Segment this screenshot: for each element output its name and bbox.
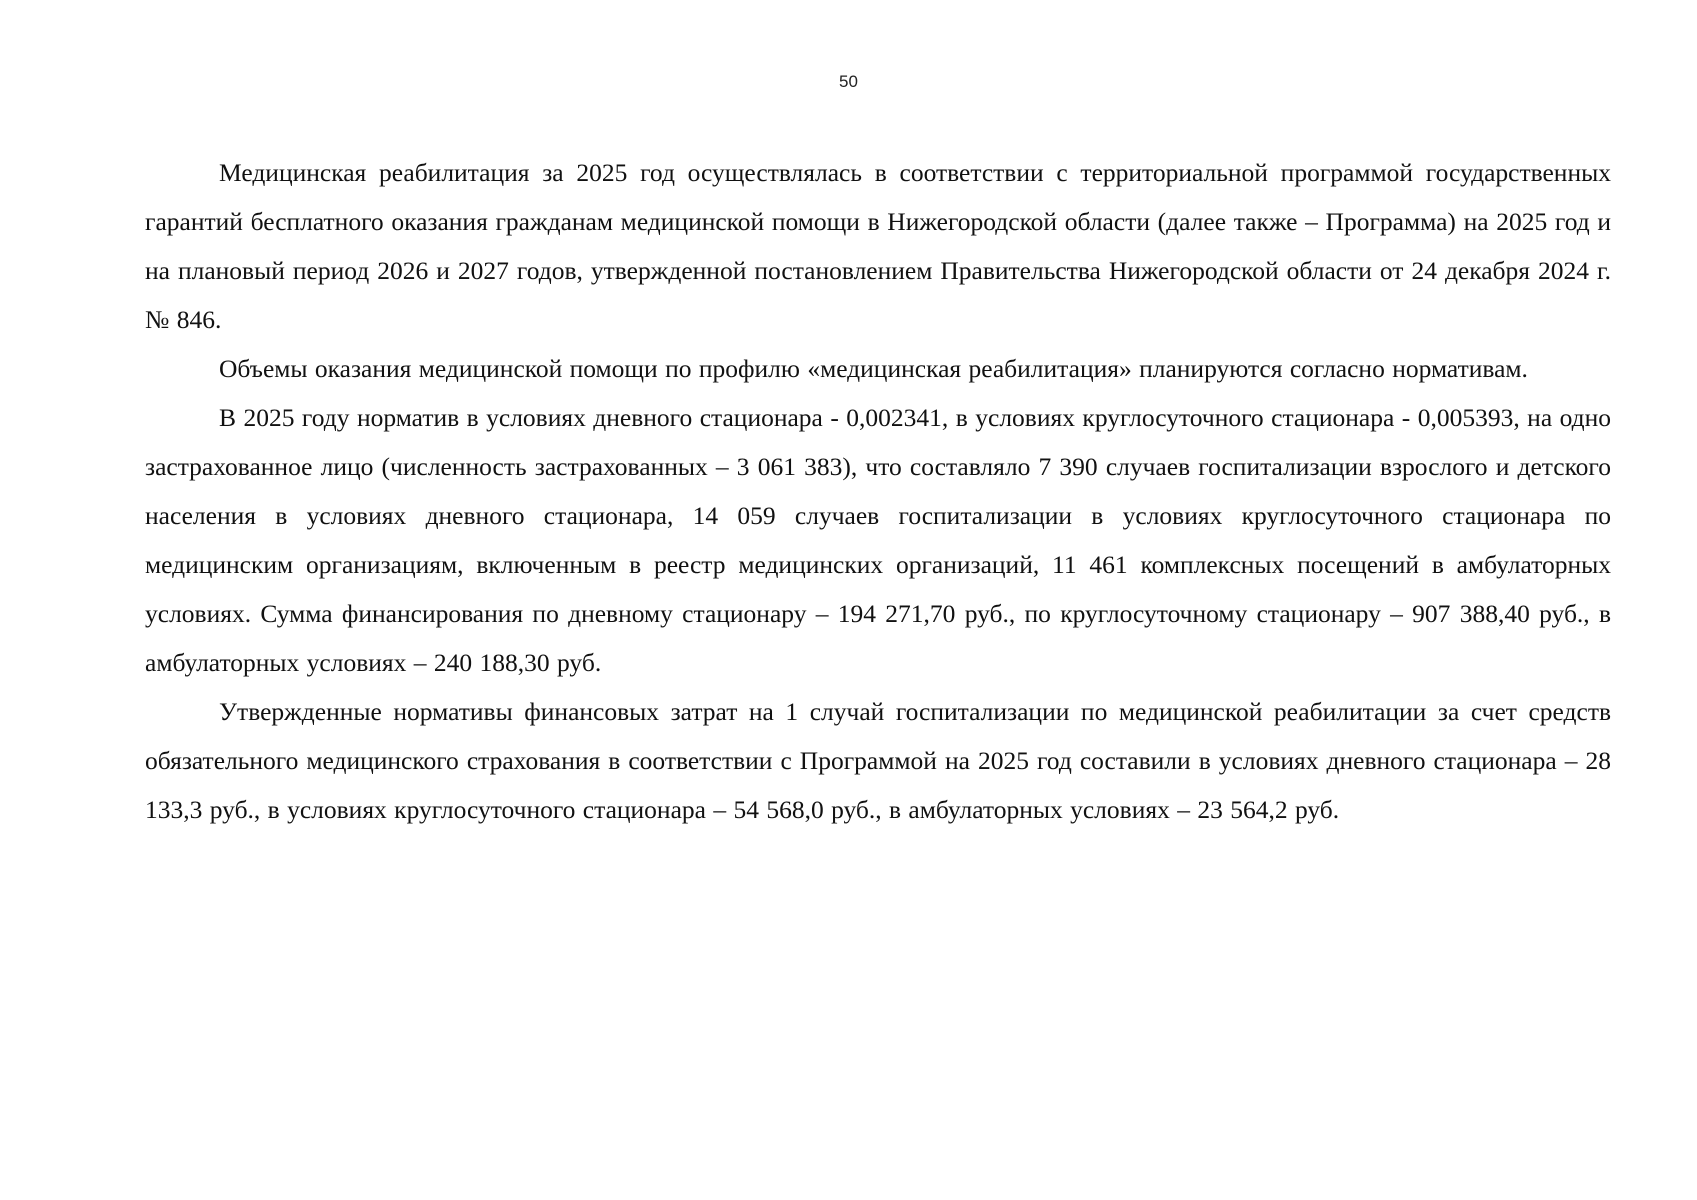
paragraph-financial-norms: Утвержденные нормативы финансовых затрат на 1 случай госпитализации по медицинской реабилитации за счет средств обязательного медицинского страхования в соответствии с Программой на 2025 год составили в условиях дневного стационара – 28 133,3 руб., в условиях круглосуточного стационара – 54 568,0 руб., в амбулаторных условиях – 23 564,2 руб.: [145, 697, 1611, 824]
paragraph-volume-planning: Объемы оказания медицинской помощи по профилю «медицинская реабилитация» планируются согласно нормативам.: [219, 354, 1528, 383]
document-body: [145, 148, 1611, 834]
paragraph-2025-norms: В 2025 году норматив в условиях дневного стационара - 0,002341, в условиях круглосуточного стационара - 0,005393, на одно застрахованное лицо (численность застрахованных – 3 061 383), что составляло 7 390 случаев госпитализации взрослого и детского населения в условиях дневного стационара, 14 059 случаев госпитализации в условиях круглосуточного стационара по медицинским организациям, включенным в реестр медицинских организаций, 11 461 комплексных посещений в амбулаторных условиях. Сумма финансирования по дневному стационару – 194 271,70 руб., по круглосуточному стационару – 907 388,40 руб., в амбулаторных условиях – 240 188,30 руб.: [145, 403, 1611, 677]
page-number: 50: [839, 72, 858, 91]
paragraph-medical-rehabilitation-program: Медицинская реабилитация за 2025 год осуществлялась в соответствии с территориальной программой государственных гарантий бесплатного оказания гражданам медицинской помощи в Нижегородской области (далее также – Программа) на 2025 год и на плановый период 2026 и 2027 годов, утвержденной постановлением Правительства Нижегородской области от 24 декабря 2024 г. № 846.: [145, 158, 1611, 334]
